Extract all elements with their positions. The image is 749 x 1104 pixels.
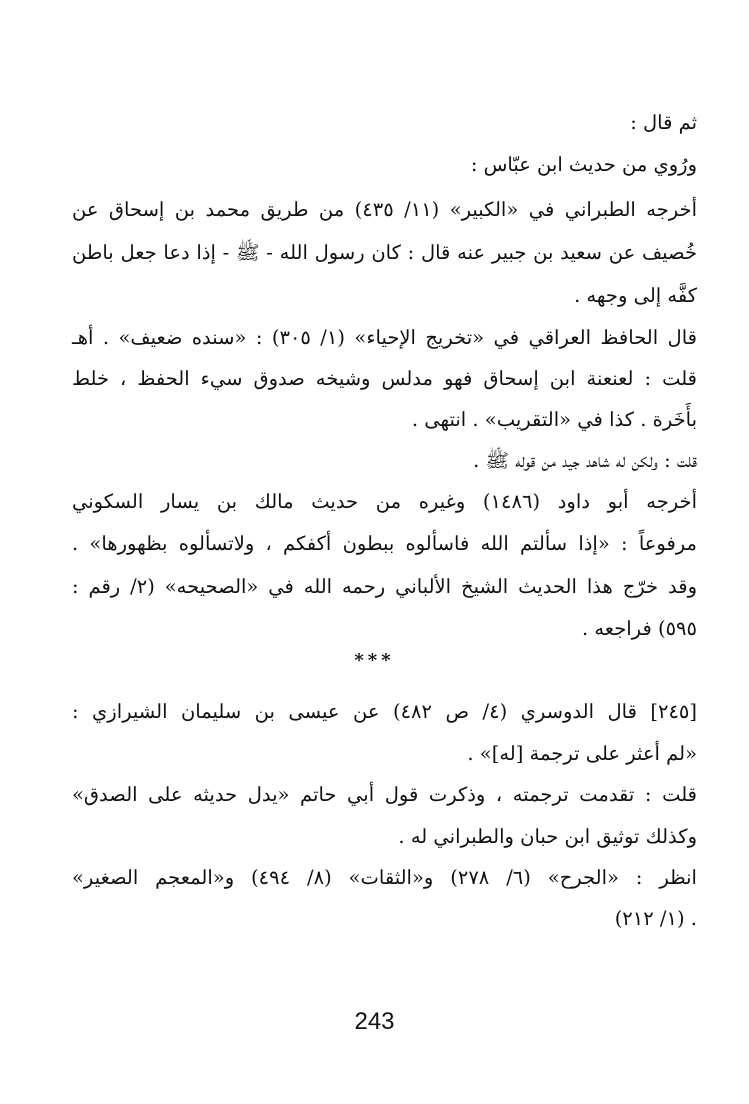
text-line: [٢٤٥] قال الدوسري (٤/ ص ٤٨٢) عن عيسى بن سليمان الشيرازي : bbox=[72, 700, 697, 723]
text-line: مرفوعاً : «إذا سألتم الله فاسألوه ببطون أكفكم ، ولاتسألوه بظهورها» . bbox=[72, 532, 697, 555]
text-line: وقد خرّج هذا الحديث الشيخ الألباني رحمه الله في «الصحيحه» (٢/ رقم : bbox=[72, 575, 697, 598]
text-line: أخرجه أبو داود (١٤٨٦) وغيره من حديث مالك بن يسار السكوني bbox=[72, 490, 697, 513]
text-line: وكذلك توثيق ابن حبان والطبراني له . bbox=[398, 825, 697, 848]
text-line: قلت : تقدمت ترجمته ، وذكرت قول أبي حاتم «يدل حديثه على الصدق» bbox=[72, 783, 697, 806]
text-line: ٥٩٥) فراجعه . bbox=[581, 617, 697, 640]
text-line: أخرجه الطبراني في «الكبير» (١١/ ٤٣٥) من طريق محمد بن إسحاق عن bbox=[72, 198, 697, 221]
text-line: ثم قال : bbox=[630, 111, 697, 134]
text-line: انظر : «الجرح» (٦/ ٢٧٨) و«الثقات» (٨/ ٤٩٤) و«المعجم الصغير» bbox=[72, 866, 697, 889]
text-line: قلت : ولكن له شاهد جيد من قوله ﷺ . bbox=[473, 449, 697, 472]
page-number: 243 bbox=[354, 1008, 395, 1035]
section-separator: *** bbox=[354, 650, 395, 671]
text-line: بأَخَرة . كذا في «التقريب» . انتهى . bbox=[411, 408, 697, 431]
text-line: «لم أعثر على ترجمة [له]» . bbox=[467, 742, 697, 765]
text-line: كفَّه إلى وجهه . bbox=[574, 284, 697, 307]
text-line: قلت : لعنعنة ابن إسحاق فهو مدلس وشيخه صدوق سيء الحفظ ، خلط bbox=[72, 367, 697, 390]
text-line: (١/ ٢١٢) . bbox=[614, 907, 697, 930]
text-line: قال الحافظ العراقي في «تخريج الإحياء» (١/ ٣٠٥) : «سنده ضعيف» . أهـ bbox=[72, 326, 697, 349]
text-line: ورُوي من حديث ابن عبّاس : bbox=[470, 153, 697, 176]
text-line: خُصيف عن سعيد بن جبير عنه قال : كان رسول الله - ﷺ - إذا دعا جعل باطن bbox=[72, 241, 697, 264]
